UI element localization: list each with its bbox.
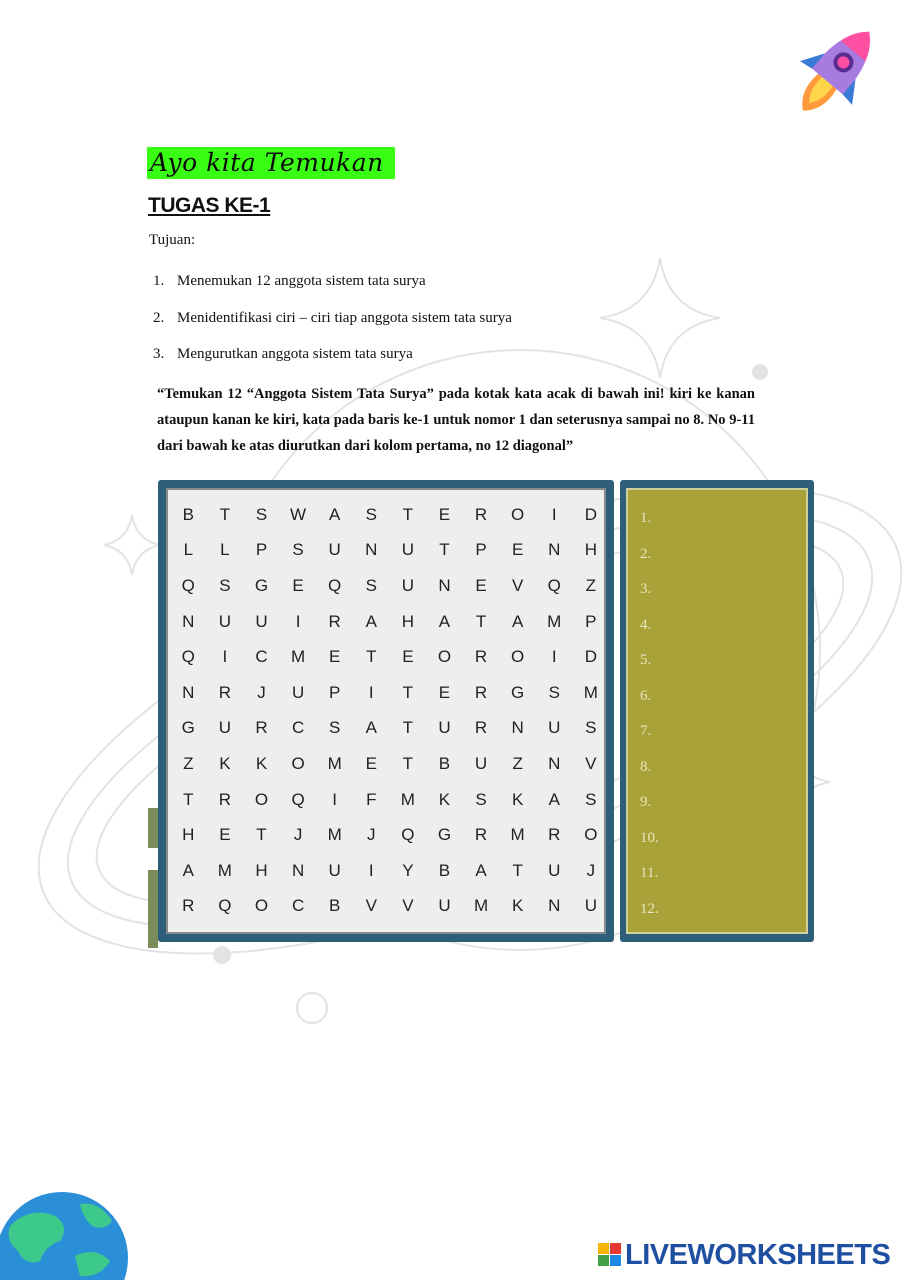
grid-letter[interactable]: I [332, 789, 338, 809]
grid-letter[interactable]: G [181, 718, 195, 738]
grid-letter[interactable]: A [475, 860, 487, 880]
grid-letter[interactable]: V [365, 896, 377, 916]
grid-letter[interactable]: I [295, 611, 301, 631]
grid-letter[interactable]: S [292, 540, 304, 560]
grid-letter[interactable]: T [512, 860, 523, 880]
grid-letter[interactable]: U [291, 682, 305, 702]
grid-letter[interactable]: M [217, 860, 232, 880]
grid-letter[interactable]: M [583, 682, 598, 702]
grid-letter[interactable]: U [401, 540, 414, 560]
grid-letter[interactable]: R [474, 682, 488, 702]
grid-letter[interactable]: E [292, 575, 304, 595]
grid-letter[interactable]: G [437, 825, 452, 845]
answer-number-12[interactable]: 12. [640, 900, 659, 917]
grid-letter[interactable]: E [475, 575, 487, 595]
grid-letter[interactable]: A [511, 611, 524, 631]
grid-letter[interactable]: G [511, 682, 525, 702]
answer-number-1[interactable]: 1. [640, 510, 652, 526]
grid-letter[interactable]: I [551, 504, 557, 524]
grid-letter[interactable]: T [439, 540, 450, 560]
grid-letter[interactable]: K [255, 753, 268, 773]
grid-letter[interactable]: E [219, 825, 231, 845]
objective-item [153, 273, 426, 290]
grid-letter[interactable]: R [474, 504, 488, 524]
grid-letter[interactable]: R [474, 825, 488, 845]
grid-letter[interactable]: S [585, 789, 597, 809]
grid-letter[interactable]: J [257, 682, 266, 702]
grid-letter[interactable]: S [548, 682, 560, 702]
grid-letter[interactable]: M [400, 789, 415, 809]
instruction-paragraph: “Temukan 12 “Anggota Sistem Tata Surya” pada kotak kata acak di bawah ini! kiri ke kanan ataupun kanan ke kiri, kata pada baris ke-1 untuk nomor 1 dan seterusnya sampai no 8. No 9-11 dari bawah ke atas diurutkan dari kolom pertama, no 12 diagonal” [157, 386, 755, 454]
answer-number-6[interactable]: 6. [640, 687, 652, 704]
liveworksheets-brand [598, 1238, 890, 1272]
grid-letter[interactable]: U [218, 718, 232, 738]
objective-text: Menemukan 12 anggota sistem tata surya [177, 273, 426, 289]
grid-letter[interactable]: V [511, 575, 524, 595]
grid-letter[interactable]: S [219, 575, 231, 595]
grid-letter[interactable]: M [510, 825, 525, 845]
grid-letter[interactable]: T [475, 611, 487, 631]
grid-letter[interactable]: W [290, 504, 307, 524]
grid-letter[interactable]: R [474, 718, 488, 738]
grid-letter[interactable]: M [473, 896, 489, 916]
grid-letter[interactable]: M [327, 753, 342, 773]
grid-letter[interactable]: N [182, 682, 195, 702]
grid-letter[interactable]: I [222, 647, 228, 667]
answer-number-10[interactable]: 10. [640, 829, 659, 846]
grid-letter[interactable]: J [586, 860, 596, 880]
grid-letter[interactable]: U [401, 575, 414, 595]
grid-letter[interactable]: B [438, 753, 451, 773]
grid-letter[interactable]: M [290, 647, 306, 667]
grid-letter[interactable]: U [474, 753, 488, 773]
grid-letter[interactable]: E [402, 647, 414, 667]
answer-number-8[interactable]: 8. [640, 758, 652, 775]
grid-letter[interactable]: N [548, 753, 561, 773]
grid-letter[interactable]: D [584, 647, 597, 667]
grid-letter[interactable]: N [182, 611, 195, 631]
grid-letter[interactable]: Z [585, 575, 597, 595]
grid-letter[interactable]: O [437, 647, 452, 667]
answer-number-5[interactable]: 5. [640, 652, 652, 668]
answer-number-3[interactable]: 3. [640, 581, 652, 597]
grid-letter[interactable]: U [328, 860, 341, 880]
grid-letter[interactable]: Q [218, 896, 232, 916]
grid-letter[interactable]: T [402, 718, 414, 738]
grid-letter[interactable]: U [548, 718, 561, 738]
grid-letter[interactable]: B [438, 860, 451, 880]
section-heading: Ayo kita Temukan [150, 148, 384, 177]
grid-letter[interactable]: R [218, 682, 232, 702]
grid-letter[interactable]: U [328, 540, 341, 560]
grid-letter[interactable]: O [254, 789, 269, 809]
objective-number: 2. [153, 310, 165, 326]
grid-letter[interactable]: N [365, 540, 378, 560]
grid-letter[interactable]: S [585, 718, 597, 738]
grid-letter[interactable]: M [547, 611, 562, 631]
grid-letter[interactable]: Q [328, 575, 342, 595]
objective-text: Mengurutkan anggota sistem tata surya [177, 346, 413, 362]
task-title: TUGAS KE-1 [148, 194, 271, 217]
grid-letter[interactable]: O [291, 753, 305, 773]
grid-letter[interactable]: I [551, 647, 557, 667]
grid-letter[interactable]: R [474, 647, 488, 667]
grid-letter[interactable]: Z [183, 753, 194, 773]
grid-letter[interactable]: N [548, 896, 561, 916]
grid-letter[interactable]: O [254, 896, 269, 916]
grid-letter[interactable]: M [327, 825, 342, 845]
objective-text: Menidentifikasi ciri – ciri tiap anggota sistem tata surya [177, 310, 512, 326]
grid-letter[interactable]: O [511, 647, 525, 667]
grid-letter[interactable]: A [329, 504, 341, 524]
grid-letter[interactable]: S [365, 575, 377, 595]
objectives-label: Tujuan: [149, 232, 196, 248]
grid-letter[interactable]: L [220, 540, 230, 560]
grid-letter[interactable]: V [402, 896, 414, 916]
objective-item [153, 346, 413, 363]
grid-letter[interactable]: U [548, 860, 561, 880]
grid-letter[interactable]: E [438, 504, 451, 524]
grid-letter[interactable]: U [584, 896, 597, 916]
grid-letter[interactable]: R [255, 718, 268, 738]
grid-letter[interactable]: E [511, 540, 524, 560]
grid-letter[interactable]: N [511, 718, 524, 738]
image-strip [148, 870, 158, 948]
objective-item [153, 310, 512, 327]
grid-letter[interactable]: G [254, 575, 269, 595]
brand-name: LIVEWORKSHEETS [625, 1238, 891, 1271]
grid-letter[interactable]: P [329, 682, 341, 702]
grid-letter[interactable]: K [438, 789, 451, 809]
grid-letter[interactable]: L [183, 540, 194, 560]
rocket-illustration [785, 15, 890, 125]
grid-letter[interactable]: K [511, 789, 524, 809]
grid-letter[interactable]: Q [291, 789, 305, 809]
grid-letter[interactable]: T [402, 504, 414, 524]
grid-letter[interactable]: R [548, 825, 561, 845]
liveworksheets-logo-icon [598, 1243, 622, 1267]
answer-number-11[interactable]: 11. [640, 865, 659, 881]
grid-letter[interactable]: H [182, 825, 195, 845]
grid-letter[interactable]: P [585, 611, 597, 631]
grid-letter[interactable]: N [291, 860, 305, 880]
grid-letter[interactable]: H [584, 540, 597, 560]
grid-letter[interactable]: Z [512, 753, 523, 773]
grid-letter[interactable]: T [183, 789, 194, 809]
grid-letter[interactable]: I [368, 860, 374, 880]
grid-letter[interactable]: U [438, 896, 451, 916]
answer-number-7[interactable]: 7. [640, 723, 652, 739]
image-strip [148, 808, 158, 848]
objective-number: 1. [153, 273, 165, 289]
grid-letter[interactable]: N [438, 575, 451, 595]
grid-letter[interactable]: Q [401, 825, 415, 845]
grid-letter[interactable]: E [329, 647, 341, 667]
word-search-grid [170, 497, 610, 924]
objective-number: 3. [153, 346, 165, 362]
answer-number-2[interactable]: 2. [640, 545, 652, 562]
grid-letter[interactable]: J [293, 825, 303, 845]
grid-letter[interactable]: F [366, 789, 377, 809]
grid-letter[interactable]: Q [181, 647, 195, 667]
grid-letter[interactable]: C [291, 896, 305, 916]
grid-letter[interactable]: J [367, 825, 376, 845]
grid-letter[interactable]: C [255, 647, 268, 667]
earth-illustration [0, 1186, 130, 1280]
grid-letter[interactable]: A [365, 611, 377, 631]
grid-letter[interactable]: Q [181, 575, 195, 595]
grid-letter[interactable]: T [366, 647, 377, 667]
grid-letter[interactable]: Q [547, 575, 561, 595]
grid-letter[interactable]: R [218, 789, 232, 809]
grid-letter[interactable]: K [219, 753, 231, 773]
grid-letter[interactable]: B [329, 896, 341, 916]
grid-letter[interactable]: U [218, 611, 232, 631]
grid-letter[interactable]: R [328, 611, 341, 631]
answer-number-4[interactable]: 4. [640, 616, 652, 633]
grid-letter[interactable]: C [291, 718, 305, 738]
grid-letter[interactable]: O [511, 504, 525, 524]
grid-letter[interactable]: A [548, 789, 560, 809]
grid-letter[interactable]: K [511, 896, 524, 916]
grid-letter[interactable]: S [365, 504, 377, 524]
grid-letter[interactable]: B [182, 504, 194, 524]
grid-letter[interactable]: A [182, 860, 194, 880]
grid-letter[interactable]: U [438, 718, 451, 738]
grid-letter[interactable]: Y [402, 860, 414, 880]
grid-letter[interactable]: R [182, 896, 195, 916]
grid-letter[interactable]: V [585, 753, 597, 773]
grid-letter[interactable]: P [255, 540, 268, 560]
grid-letter[interactable]: T [402, 753, 414, 773]
grid-letter[interactable]: E [438, 682, 451, 702]
grid-letter[interactable]: S [255, 504, 268, 524]
grid-letter[interactable]: U [255, 611, 268, 631]
grid-letter[interactable]: H [401, 611, 414, 631]
grid-letter[interactable]: P [475, 540, 487, 560]
grid-letter[interactable]: S [475, 789, 487, 809]
grid-letter[interactable]: O [584, 825, 598, 845]
grid-letter[interactable]: S [329, 718, 341, 738]
grid-letter[interactable]: H [255, 860, 268, 880]
grid-letter[interactable]: E [365, 753, 377, 773]
grid-letter[interactable]: T [219, 504, 231, 524]
grid-letter[interactable]: D [584, 504, 597, 524]
grid-letter[interactable]: N [548, 540, 561, 560]
grid-letter[interactable]: T [256, 825, 267, 845]
grid-letter[interactable]: A [438, 611, 451, 631]
grid-letter[interactable]: I [368, 682, 374, 702]
grid-letter[interactable]: T [402, 682, 414, 702]
answer-number-9[interactable]: 9. [640, 794, 652, 810]
grid-letter[interactable]: A [365, 718, 377, 738]
